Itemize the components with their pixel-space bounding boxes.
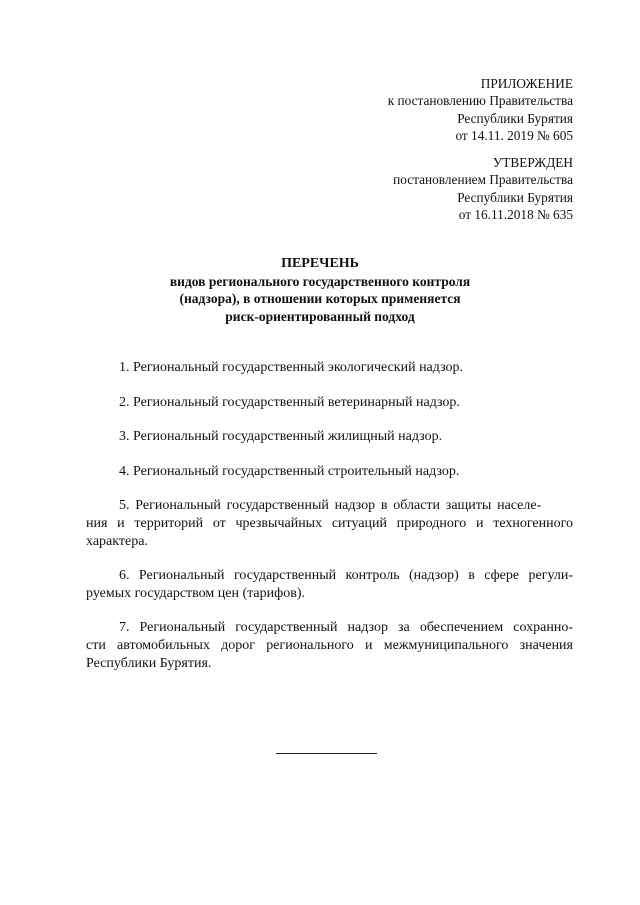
list-item: [86, 619, 573, 672]
approved-republic-line: Республики Бурятия: [457, 189, 573, 205]
list-item-line: руемых государством цен (тарифов).: [86, 585, 305, 601]
document-title: [0, 255, 640, 325]
list-item: [86, 359, 573, 377]
list-item-line: сти автомобильных дорог регионального и межмуниципального значения: [86, 637, 573, 653]
list-item-line-text: 5. Региональный государственный надзор в области защиты населе-: [119, 498, 542, 514]
appendix-date-number: от 14.11. 2019 № 605: [455, 128, 573, 144]
list-item: [86, 497, 573, 550]
approved-reference-line: постановлением Правительства: [393, 172, 573, 188]
title-line: (надзора), в отношении которых применяется: [179, 291, 461, 307]
appendix-reference-line: к постановлению Правительства: [387, 93, 573, 109]
list-item: [86, 463, 573, 481]
appendix-republic-line: Республики Бурятия: [457, 110, 573, 126]
list-item-line: 7. Региональный государственный надзор за обеспечением сохранно-: [119, 620, 573, 636]
list-item-line: 2. Региональный государственный ветеринарный надзор.: [119, 394, 460, 410]
title-heading: ПЕРЕЧЕНЬ: [281, 256, 359, 271]
list-item-line: ния и территорий от чрезвычайных ситуаций природного и техногенного: [86, 515, 573, 531]
list-item-line: 1. Региональный государственный экологический надзор.: [119, 360, 464, 375]
list-item-line: [86, 497, 573, 515]
list-item: [86, 394, 573, 412]
control-types-list: [86, 359, 573, 672]
approved-label: УТВЕРЖДЕН: [492, 155, 573, 170]
approved-date-number: от 16.11.2018 № 635: [458, 207, 573, 223]
list-item-line: характера.: [86, 533, 148, 549]
list-item: [86, 428, 573, 446]
list-item-line: 6. Региональный государственный контроль (надзор) в сфере регули-: [119, 568, 573, 584]
list-item-line: Республики Бурятия.: [86, 655, 212, 671]
title-line: видов регионального государственного контроля: [169, 273, 471, 289]
list-item-line: 3. Региональный государственный жилищный надзор.: [119, 429, 443, 445]
closing-divider: [276, 753, 377, 754]
appendix-label: ПРИЛОЖЕНИЕ: [480, 76, 573, 91]
title-line: риск-ориентированный подход: [225, 308, 415, 324]
appendix-header: [388, 75, 573, 145]
list-item-line: 4. Региональный государственный строительный надзор.: [119, 463, 460, 479]
approved-header: [393, 154, 573, 224]
list-item: [86, 567, 573, 602]
